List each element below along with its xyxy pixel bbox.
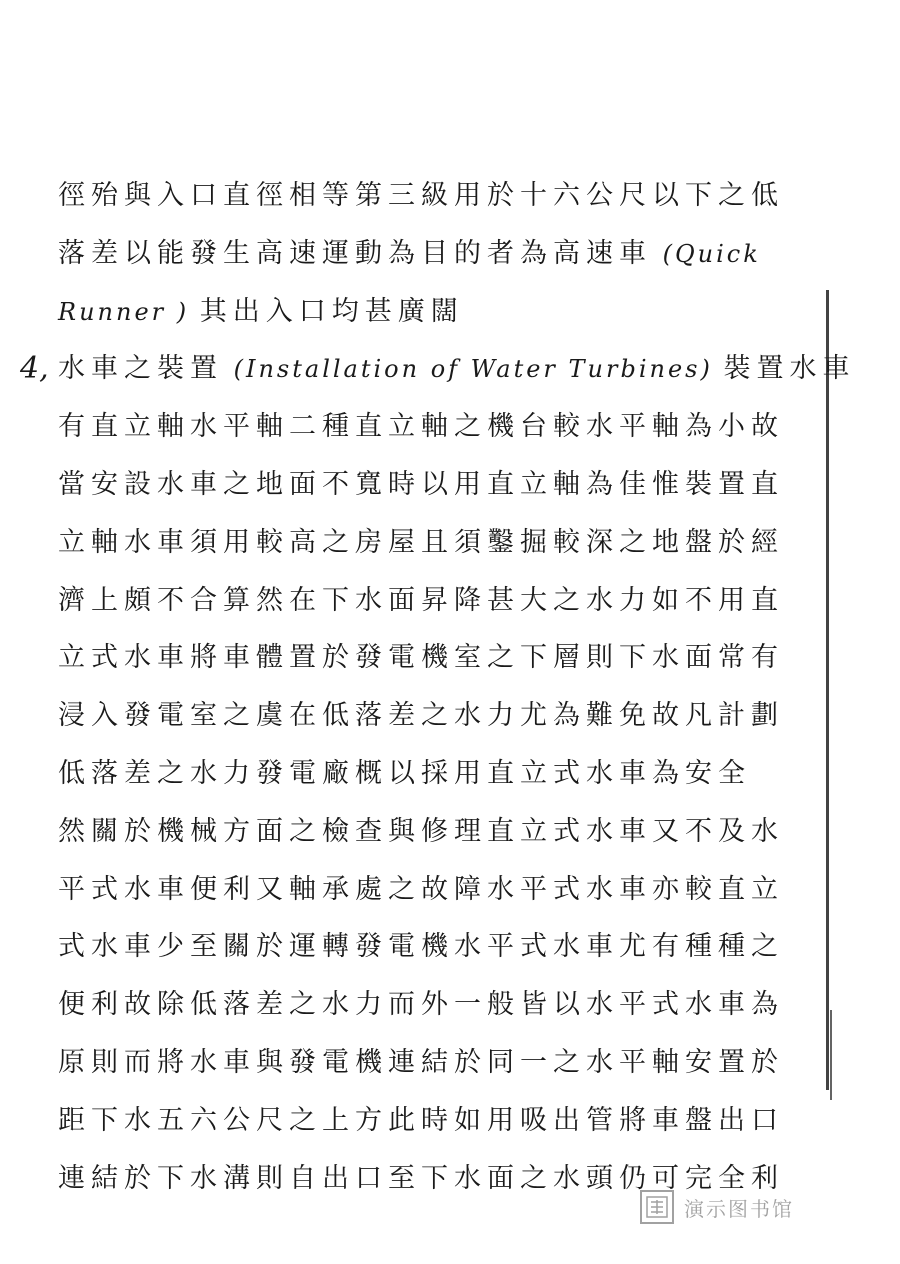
line-latin-text: Runner ): [58, 297, 200, 326]
line-text: 當安設水車之地面不寬時以用直立軸為佳惟裝置直: [58, 469, 784, 500]
text-line: [58, 234, 828, 274]
margin-rule-lower: [830, 1010, 832, 1100]
line-latin-text: (Installation of Water Turbines): [223, 355, 724, 384]
text-line: [58, 1101, 828, 1141]
text-line: [58, 638, 828, 678]
line-text: 立式水車將車體置於發電機室之下層則下水面常有: [58, 642, 784, 674]
text-line: [58, 696, 828, 736]
line-text: 立軸水車須用較高之房屋且須鑿掘較深之地盤於經: [58, 526, 784, 558]
text-line: [58, 985, 828, 1025]
line-text: 浸入發電室之虞在低落差之水力尤為難免故凡計劃: [58, 700, 784, 732]
text-line: [58, 1043, 828, 1083]
line-text-after: 裝置水車: [723, 353, 856, 385]
text-line: [58, 927, 828, 967]
text-line: [58, 870, 828, 910]
text-line: [58, 523, 828, 563]
line-text: 便利故除低落差之水力而外一般皆以水平式水車為: [58, 989, 784, 1021]
text-line: [58, 581, 828, 621]
item-number: 4,: [20, 351, 49, 386]
text-line: [58, 812, 828, 852]
line-text: 有直立軸水平軸二種直立軸之機台較水平軸為小故: [58, 411, 784, 443]
line-text: 連結於下水溝則自出口至下水面之水頭仍可完全利: [58, 1162, 784, 1194]
line-text: 原則而將水車與發電機連結於同一之水平軸安置於: [58, 1047, 784, 1078]
line-text-after: 其出入口均甚廣闊: [199, 295, 464, 327]
text-line: [58, 754, 828, 794]
text-line: [58, 349, 856, 389]
library-seal-icon: [640, 1190, 674, 1224]
line-text: 平式水車便利又軸承處之故障水平式水車亦較直立: [58, 873, 784, 905]
line-text: 距下水五六公尺之上方此時如用吸出管將車盤出口: [58, 1104, 784, 1136]
text-line: [58, 407, 828, 447]
watermark-text: 演示图书馆: [684, 1196, 794, 1221]
text-line: [58, 176, 828, 216]
line-text: 徑殆與入口直徑相等第三級用於十六公尺以下之低: [58, 180, 784, 211]
text-line: [58, 465, 828, 505]
watermark: [640, 1188, 840, 1226]
line-latin-text: (Quick: [652, 239, 761, 268]
line-text: 然關於機械方面之檢查與修理直立式水車又不及水: [58, 815, 784, 847]
line-text: 落差以能發生高速運動為目的者為高速車: [58, 237, 652, 269]
line-text: 低落差之水力發電廠概以採用直立式水車為安全: [58, 758, 751, 789]
line-text: 水車之裝置: [58, 353, 223, 385]
line-text: 濟上頗不合算然在下水面昇降甚大之水力如不用直: [58, 584, 784, 616]
line-text: 式水車少至關於運轉發電機水平式水車尤有種種之: [58, 931, 784, 963]
text-line: [58, 292, 828, 332]
